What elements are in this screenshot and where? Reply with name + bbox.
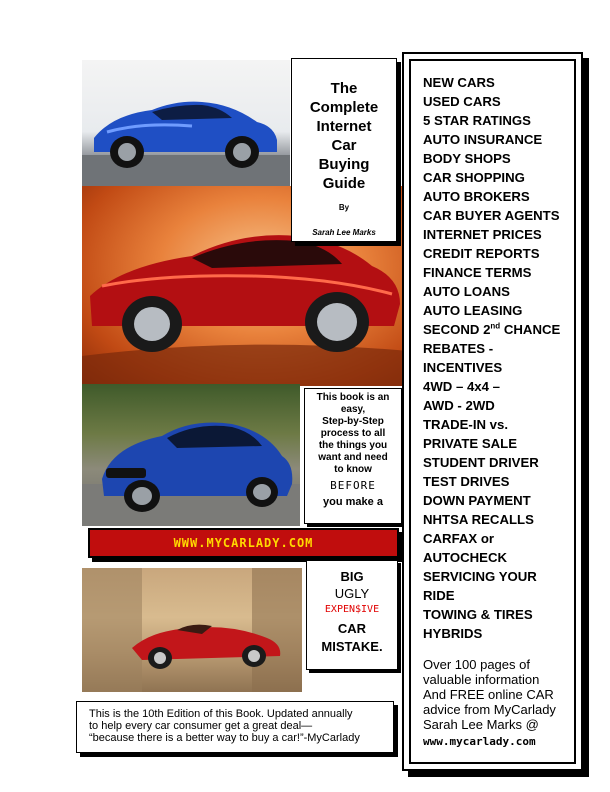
warning-ugly: UGLY bbox=[334, 586, 370, 601]
topic-item: FINANCE TERMS bbox=[423, 265, 532, 280]
topics-list bbox=[423, 73, 560, 643]
title-line: Buying bbox=[318, 156, 370, 173]
topic-item: REBATES - bbox=[423, 341, 494, 356]
offer-line: Over 100 pages of bbox=[423, 657, 530, 672]
topic-item: INCENTIVES bbox=[423, 360, 503, 375]
title-line: Internet bbox=[316, 118, 372, 135]
by-label: By bbox=[338, 203, 350, 212]
offer-line: And FREE online CAR bbox=[423, 687, 554, 702]
topic-item: AUTO LOANS bbox=[423, 284, 510, 299]
topic-item: DOWN PAYMENT bbox=[423, 493, 531, 508]
topic-item: CAR BUYER AGENTS bbox=[423, 208, 560, 223]
topic-item: AUTO LEASING bbox=[423, 303, 523, 318]
teaser-box bbox=[304, 388, 402, 524]
topic-item: STUDENT DRIVER bbox=[423, 455, 539, 470]
book-title bbox=[292, 79, 396, 193]
teaser-line: to know bbox=[334, 464, 372, 475]
edition-note-line: “because there is a better way to buy a car!”-MyCarlady bbox=[89, 732, 360, 744]
blue-sports-car-photo bbox=[82, 60, 290, 190]
teaser-line: process to all bbox=[320, 428, 386, 439]
topic-item: AUTO BROKERS bbox=[423, 189, 530, 204]
title-line: Car bbox=[331, 137, 357, 154]
topic-item: RIDE bbox=[423, 588, 455, 603]
topic-item: AWD - 2WD bbox=[423, 398, 495, 413]
red-roadster-illustration bbox=[82, 568, 302, 692]
edition-note bbox=[76, 701, 394, 753]
title-line: The bbox=[330, 80, 358, 97]
topic-item: BODY SHOPS bbox=[423, 151, 511, 166]
topic-item: 4WD – 4x4 – bbox=[423, 379, 500, 394]
blue-coupe-illustration bbox=[82, 384, 300, 526]
topic-item: NHTSA RECALLS bbox=[423, 512, 534, 527]
topic-item: NEW CARS bbox=[423, 75, 495, 90]
red-vintage-roadster-photo bbox=[82, 568, 302, 692]
blue-sports-car-illustration bbox=[82, 60, 290, 190]
teaser-text bbox=[305, 392, 401, 476]
topic-item: AUTO INSURANCE bbox=[423, 132, 543, 147]
topic-item: CREDIT REPORTS bbox=[423, 246, 540, 261]
warning-expensive: EXPEN$IVE bbox=[324, 604, 380, 615]
topics-sidebar bbox=[402, 52, 583, 771]
author-name: Sarah Lee Marks bbox=[312, 228, 376, 237]
topic-item: SERVICING YOUR bbox=[423, 569, 537, 584]
topic-item: TOWING & TIRES bbox=[423, 607, 533, 622]
topic-item: PRIVATE SALE bbox=[423, 436, 518, 451]
warning-car: CAR bbox=[337, 621, 367, 636]
teaser-line: Step-by-Step bbox=[322, 416, 384, 427]
ordinal-suffix: nd bbox=[490, 321, 501, 331]
book-title-box bbox=[291, 58, 397, 242]
banner-url: WWW.MYCARLADY.COM bbox=[173, 536, 314, 550]
topic-item: CARFAX or bbox=[423, 531, 495, 546]
topic-item: AUTOCHECK bbox=[423, 550, 508, 565]
blue-coupe-photo bbox=[82, 384, 300, 526]
topics-sidebar-frame bbox=[409, 59, 576, 764]
edition-note-line: to help every car consumer get a great deal— bbox=[89, 720, 313, 732]
warning-mistake: MISTAKE. bbox=[321, 639, 383, 654]
topic-item: SECOND 2nd CHANCE bbox=[423, 321, 561, 337]
title-line: Complete bbox=[309, 99, 379, 116]
topic-item: TRADE-IN vs. bbox=[423, 417, 508, 432]
teaser-line: easy, bbox=[340, 404, 366, 415]
teaser-line: want and need bbox=[318, 452, 388, 463]
offer-line: valuable information bbox=[423, 672, 540, 687]
topic-item: CAR SHOPPING bbox=[423, 170, 525, 185]
offer-line: Sarah Lee Marks @ bbox=[423, 717, 539, 732]
offer-line: advice from MyCarlady bbox=[423, 702, 556, 717]
offer-text bbox=[423, 657, 583, 749]
warning-big: BIG bbox=[340, 569, 364, 584]
topic-item: INTERNET PRICES bbox=[423, 227, 542, 242]
teaser-tail: you make a bbox=[323, 496, 383, 508]
topic-item: 5 STAR RATINGS bbox=[423, 113, 531, 128]
title-line: Guide bbox=[322, 175, 366, 192]
teaser-line: This book is an bbox=[316, 392, 390, 403]
website-url: www.mycarlady.com bbox=[423, 735, 536, 748]
teaser-line: the things you bbox=[318, 440, 388, 451]
teaser-before: BEFORE bbox=[330, 479, 376, 492]
warning-box bbox=[306, 560, 398, 670]
topic-item: HYBRIDS bbox=[423, 626, 483, 641]
website-banner bbox=[88, 528, 399, 558]
topic-item: USED CARS bbox=[423, 94, 501, 109]
edition-note-line: This is the 10th Edition of this Book. Updated annually bbox=[89, 708, 353, 720]
topic-item: TEST DRIVES bbox=[423, 474, 510, 489]
